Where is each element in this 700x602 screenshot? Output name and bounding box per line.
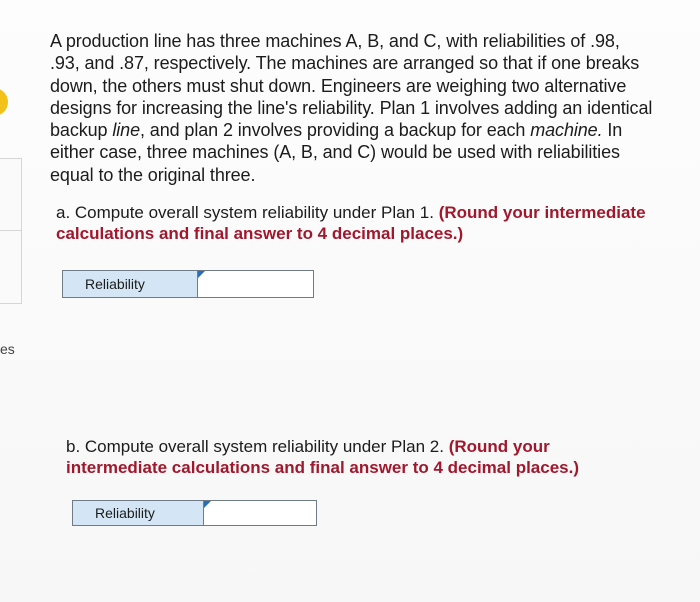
part-a-answer-row xyxy=(62,270,314,298)
sidebar-label: es xyxy=(0,341,15,357)
problem-statement xyxy=(50,30,695,186)
problem-emphasis-machine: machine. xyxy=(530,120,603,141)
part-a-line-1 xyxy=(56,202,646,223)
problem-line: A production line has three machines A, B, and C, with reliabilities of .98, xyxy=(50,31,620,51)
field-marker-icon xyxy=(198,271,205,278)
part-a-instruction-cont: calculations and final answer to 4 decimal places.) xyxy=(56,224,464,243)
part-a-question xyxy=(56,202,646,244)
problem-line: designs for increasing the line's reliability. Plan 1 involves adding an identical xyxy=(50,97,653,118)
part-b-answer-label: Reliability xyxy=(73,501,204,525)
part-b-answer-row xyxy=(72,500,317,526)
part-b-line-1 xyxy=(66,436,579,457)
problem-line: equal to the original three. xyxy=(50,164,256,185)
problem-emphasis-line: line xyxy=(112,120,140,141)
part-b-text: b. Compute overall system reliability under Plan 2. xyxy=(66,437,444,456)
part-a-reliability-input[interactable] xyxy=(198,271,313,297)
problem-line: down, the others must shut down. Engineers are weighing two alternative xyxy=(50,75,627,96)
part-a-text: a. Compute overall system reliability under Plan 1. xyxy=(56,203,434,222)
field-marker-icon xyxy=(204,501,211,508)
part-a-answer-label: Reliability xyxy=(63,271,198,297)
sidebar-panel-top xyxy=(0,158,22,232)
problem-text: , and plan 2 involves providing a backup for each xyxy=(139,120,531,141)
problem-line: .93, and .87, respectively. The machines are arranged so that if one breaks xyxy=(50,53,640,74)
sidebar-status-dot[interactable] xyxy=(0,88,8,116)
part-b-instruction: (Round your xyxy=(448,437,550,456)
problem-line: either case, three machines (A, B, and C) would be used with reliabilities xyxy=(50,142,620,163)
part-a-answer-field[interactable] xyxy=(198,271,313,297)
part-b-answer-field[interactable] xyxy=(204,501,314,525)
problem-text: In xyxy=(602,120,623,141)
problem-line xyxy=(50,119,695,141)
problem-text: backup xyxy=(50,120,113,141)
part-b-reliability-input[interactable] xyxy=(204,501,314,525)
part-a-instruction: (Round your intermediate xyxy=(438,203,646,222)
part-b-instruction-cont: intermediate calculations and final answer to 4 decimal places.) xyxy=(66,458,580,477)
part-b-question xyxy=(66,436,579,478)
sidebar-panel-bottom xyxy=(0,230,22,304)
